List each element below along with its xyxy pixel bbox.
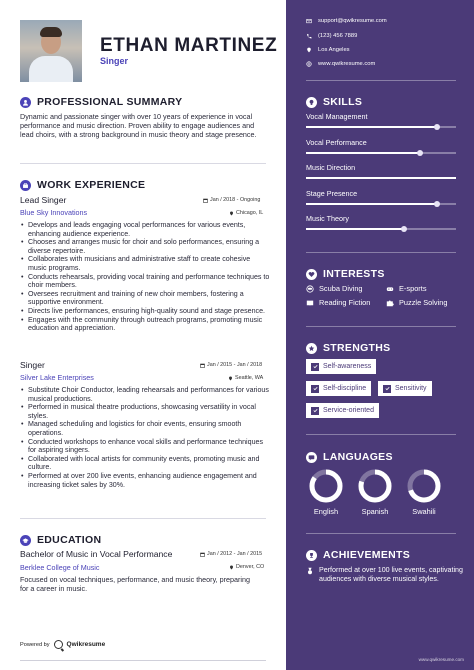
- powered-by: Powered by Qwikresume: [20, 641, 106, 648]
- language-ring: [407, 469, 441, 503]
- sidebar-footer-site: www.qwikresume.com: [418, 657, 464, 662]
- globe-icon: [306, 61, 312, 67]
- school-name: Berklee College of Music: [20, 563, 100, 572]
- company-name: Blue Sky Innovations: [20, 208, 88, 217]
- education-dates: Jan / 2012 - Jan / 2015: [200, 551, 262, 557]
- list-item: • Collaborates with musicians and administrative staff to create cohesive music programs.: [20, 255, 270, 272]
- check-icon: [311, 385, 319, 393]
- skill-bar: [306, 152, 456, 154]
- divider: [20, 163, 266, 164]
- skill-label: Vocal Performance: [306, 137, 367, 147]
- candidate-title: Singer: [100, 56, 129, 66]
- interests-heading: INTERESTS: [306, 268, 385, 280]
- medal-icon: [306, 567, 314, 575]
- language-name: English: [313, 507, 339, 516]
- contact-phone[interactable]: (123) 456 7889: [306, 33, 357, 39]
- graduation-cap-icon: [20, 535, 31, 546]
- degree-title: Bachelor of Music in Vocal Performance: [20, 549, 173, 559]
- pin-icon: [229, 565, 234, 570]
- person-icon: [20, 97, 31, 108]
- divider: [20, 660, 266, 661]
- language-item: [404, 469, 444, 516]
- interest-item: E-sports: [386, 284, 427, 293]
- strength-tag: Sensitivity: [378, 381, 432, 396]
- gamepad-icon: [386, 285, 394, 293]
- phone-icon: [306, 33, 312, 39]
- divider: [306, 533, 456, 534]
- strength-tag: Service-oriented: [306, 403, 379, 418]
- divider: [306, 326, 456, 327]
- list-item: • Oversees recruitment and training of new choir members, fostering a supportive environment.: [20, 290, 270, 307]
- strengths-heading: STRENGTHS: [306, 342, 390, 354]
- list-item: • Develops and leads engaging vocal performances for various events, enhancing audience experience.: [20, 221, 270, 238]
- language-icon: [306, 452, 317, 463]
- list-item: • Conducts rehearsals, providing vocal training and performance techniques to choir members.: [20, 273, 270, 290]
- contact-location: Los Angeles: [306, 47, 350, 53]
- job-location: Chicago, IL: [229, 210, 263, 216]
- divider: [306, 80, 456, 81]
- divider: [306, 252, 456, 253]
- skill-label: Music Theory: [306, 214, 350, 223]
- trophy-icon: [306, 550, 317, 561]
- candidate-name: ETHAN MARTINEZ: [100, 35, 278, 56]
- skill-bar-handle: [417, 150, 423, 156]
- check-icon: [311, 407, 319, 415]
- check-icon: [311, 363, 319, 371]
- interest-item: Puzzle Solving: [386, 298, 447, 307]
- list-item: • Chooses and arranges music for choir and solo performances, ensuring a diverse repertoire.: [20, 238, 270, 255]
- divider: [20, 518, 266, 519]
- education-heading: EDUCATION: [20, 534, 101, 546]
- divider: [306, 434, 456, 435]
- star-icon: [306, 343, 317, 354]
- skill-bar-handle: [434, 201, 440, 207]
- language-item: [355, 469, 395, 516]
- contact-website[interactable]: www.qwikresume.com: [306, 61, 375, 67]
- skill-bar-fill: [306, 152, 420, 154]
- job-title: Singer: [20, 360, 45, 370]
- job-location: Seattle, WA: [228, 375, 263, 381]
- puzzle-icon: [386, 299, 394, 307]
- list-item: • Directs live performances, ensuring high-quality sound and stage presence.: [20, 307, 270, 316]
- interest-item: Reading Fiction: [306, 298, 370, 307]
- language-ring: [358, 469, 392, 503]
- heart-icon: [306, 269, 317, 280]
- education-text: Focused on vocal techniques, performance, and music theory, preparing for a career in music.: [20, 575, 250, 593]
- skill-bar: [306, 177, 456, 179]
- skill-bar-fill: [306, 177, 456, 179]
- language-item: [306, 469, 346, 516]
- summary-text: Dynamic and passionate singer with over 10 years of experience in vocal performance and music direction. Proven ability to engage audiences and lead choirs, with a strong background in music theory and stage presence.: [20, 112, 257, 139]
- calendar-icon: [200, 552, 205, 557]
- language-name: Spanish: [361, 507, 389, 516]
- languages-heading: LANGUAGES: [306, 451, 393, 463]
- pin-icon: [228, 376, 233, 381]
- list-item: • Substitute Choir Conductor, leading rehearsals and performances for various musical productions.: [20, 386, 270, 403]
- sidebar: [286, 0, 474, 670]
- achievements-heading: ACHIEVEMENTS: [306, 549, 410, 561]
- calendar-icon: [200, 363, 205, 368]
- skill-bar: [306, 126, 456, 128]
- strength-tag: Self-awareness: [306, 359, 376, 374]
- summary-heading: PROFESSIONAL SUMMARY: [20, 96, 182, 108]
- interest-item: Scuba Diving: [306, 284, 363, 293]
- skills-heading: SKILLS: [306, 96, 362, 108]
- diving-icon: [306, 285, 314, 293]
- lightbulb-icon: [306, 97, 317, 108]
- qwikresume-logo-icon: [54, 640, 63, 649]
- pin-icon: [229, 211, 234, 216]
- list-item: • Performed at over 200 live events, enhancing audience engagement and increasing ticket sales by 30%.: [20, 472, 270, 489]
- list-item: • Collaborated with local artists for community events, promoting music and culture.: [20, 455, 270, 472]
- check-icon: [383, 385, 391, 393]
- language-ring: [309, 469, 343, 503]
- education-location: Denver, CO: [229, 564, 264, 570]
- skill-label: Vocal Management: [306, 112, 368, 121]
- job-title: Lead Singer: [20, 195, 67, 205]
- company-name: Silver Lake Enterprises: [20, 373, 94, 382]
- job-bullets: [20, 221, 270, 333]
- pin-icon: [306, 47, 312, 53]
- contact-email[interactable]: support@qwikresume.com: [306, 18, 387, 24]
- profile-photo: [20, 20, 82, 82]
- job-dates: Jan / 2015 - Jan / 2018: [200, 362, 262, 368]
- calendar-icon: [203, 198, 208, 203]
- skill-bar-fill: [306, 203, 437, 205]
- envelope-icon: [306, 18, 312, 24]
- skill-bar: [306, 228, 456, 230]
- skill-bar-fill: [306, 228, 404, 230]
- list-item: • Conducted workshops to enhance vocal skills and performance techniques for aspiring singers.: [20, 438, 270, 455]
- book-icon: [306, 299, 314, 307]
- list-item: • Managed scheduling and logistics for choir events, ensuring smooth operations.: [20, 420, 270, 437]
- job-bullets: [20, 386, 270, 489]
- skill-bar-fill: [306, 126, 437, 128]
- experience-heading: WORK EXPERIENCE: [20, 179, 145, 191]
- list-item: • Performed in musical theatre productions, showcasing versatility in vocal styles.: [20, 403, 270, 420]
- language-name: Swahili: [412, 507, 436, 516]
- achievement-item: Performed at over 100 live events, captivating audiences with diverse musical styles.: [306, 566, 464, 583]
- strength-tag: Self-discipline: [306, 381, 371, 396]
- skill-bar: [306, 203, 456, 205]
- list-item: • Engages with the community through outreach programs, promoting music education and appreciation.: [20, 316, 270, 333]
- skill-label: Music Direction: [306, 163, 356, 172]
- briefcase-icon: [20, 180, 31, 191]
- skill-bar-handle: [434, 124, 440, 130]
- skill-bar-handle: [401, 226, 407, 232]
- job-dates: Jan / 2018 - Ongoing: [203, 197, 260, 203]
- skill-label: Stage Presence: [306, 188, 358, 198]
